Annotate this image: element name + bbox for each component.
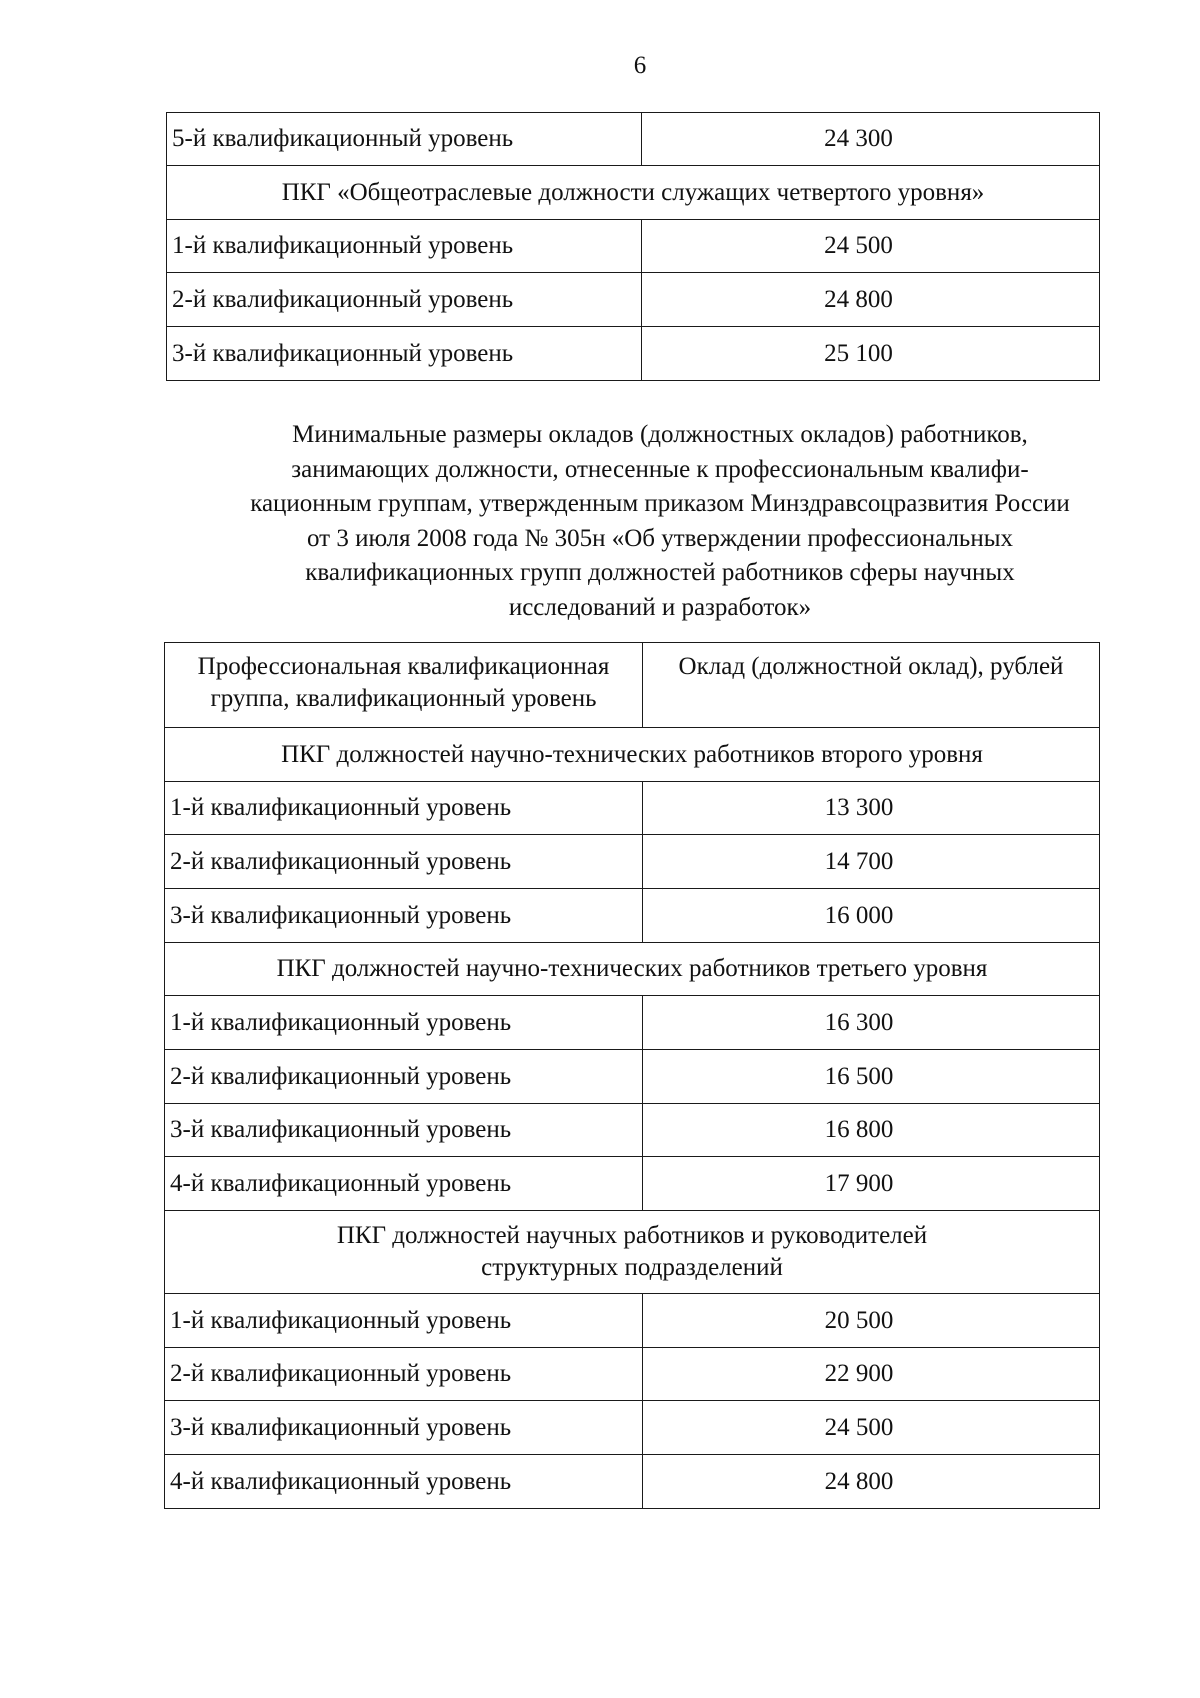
page-number: 6 xyxy=(633,52,647,79)
salary-value: 24 800 xyxy=(643,1455,1100,1509)
heading-line: квалификационных групп должностей работников сферы научных xyxy=(305,559,1015,586)
heading-line: кационным группам, утвержденным приказом Минздравсоцразвития России xyxy=(250,490,1070,517)
salary-value: 16 800 xyxy=(643,1104,1100,1157)
header-qualification-group: Профессиональная квалификационная группа, квалификационный уровень xyxy=(165,643,643,728)
table-row xyxy=(167,113,1100,166)
qualification-level: 1-й квалификационный уровень xyxy=(165,996,643,1050)
group-row xyxy=(167,166,1100,220)
table-row xyxy=(165,996,1100,1050)
salary-value: 16 000 xyxy=(643,889,1100,943)
qualification-level: 2-й квалификационный уровень xyxy=(165,835,643,889)
qualification-level: 5-й квалификационный уровень xyxy=(167,113,642,166)
table-row xyxy=(167,220,1100,273)
group-row xyxy=(165,943,1100,996)
salary-value: 13 300 xyxy=(643,782,1100,835)
section-heading xyxy=(200,418,1120,625)
group-title xyxy=(165,1211,1100,1294)
qualification-level: 1-й квалификационный уровень xyxy=(165,782,643,835)
qualification-level: 2-й квалификационный уровень xyxy=(167,273,642,327)
salary-value: 24 500 xyxy=(643,1401,1100,1455)
table-row xyxy=(165,1348,1100,1401)
qualification-level: 3-й квалификационный уровень xyxy=(165,889,643,943)
heading-line: исследований и разработок» xyxy=(508,593,812,621)
salary-value: 24 500 xyxy=(642,220,1100,273)
qualification-level: 2-й квалификационный уровень xyxy=(165,1348,643,1401)
table-row xyxy=(165,1157,1100,1211)
salary-value: 24 300 xyxy=(642,113,1100,166)
table-row xyxy=(167,327,1100,381)
salary-value: 16 500 xyxy=(643,1050,1100,1104)
qualification-level: 3-й квалификационный уровень xyxy=(165,1104,643,1157)
table-row xyxy=(165,1455,1100,1509)
table-row xyxy=(165,1104,1100,1157)
salary-table-research xyxy=(164,642,1100,1509)
salary-value: 16 300 xyxy=(643,996,1100,1050)
qualification-level: 4-й квалификационный уровень xyxy=(165,1157,643,1211)
group-row xyxy=(165,1211,1100,1294)
group-title: ПКГ «Общеотраслевые должности служащих четвертого уровня» xyxy=(167,166,1100,220)
table-row xyxy=(165,889,1100,943)
table-row xyxy=(167,273,1100,327)
salary-value: 17 900 xyxy=(643,1157,1100,1211)
salary-value: 22 900 xyxy=(643,1348,1100,1401)
table-row xyxy=(165,835,1100,889)
group-title: ПКГ должностей научно-технических работников третьего уровня xyxy=(165,943,1100,996)
group-title: ПКГ должностей научно-технических работников второго уровня xyxy=(165,728,1100,782)
group-title-line: структурных подразделений xyxy=(481,1254,783,1281)
group-row xyxy=(165,728,1100,782)
salary-value: 20 500 xyxy=(643,1294,1100,1348)
qualification-level: 3-й квалификационный уровень xyxy=(165,1401,643,1455)
qualification-level: 3-й квалификационный уровень xyxy=(167,327,642,381)
heading-line: занимающих должности, отнесенные к профессиональным квалифи- xyxy=(291,455,1029,483)
heading-line: Минимальные размеры окладов (должностных окладов) работников, xyxy=(292,421,1028,448)
table-row xyxy=(165,782,1100,835)
heading-line: от 3 июля 2008 года № 305н «Об утверждении профессиональных xyxy=(306,524,1013,552)
header-row xyxy=(165,643,1100,728)
salary-value: 14 700 xyxy=(643,835,1100,889)
salary-table-continued xyxy=(166,112,1100,381)
qualification-level: 4-й квалификационный уровень xyxy=(165,1455,643,1509)
table-row xyxy=(165,1294,1100,1348)
group-title-line: ПКГ должностей научных работников и руководителей xyxy=(336,1222,928,1249)
salary-value: 24 800 xyxy=(642,273,1100,327)
qualification-level: 1-й квалификационный уровень xyxy=(167,220,642,273)
table-row xyxy=(165,1401,1100,1455)
table-row xyxy=(165,1050,1100,1104)
salary-value: 25 100 xyxy=(642,327,1100,381)
qualification-level: 1-й квалификационный уровень xyxy=(165,1294,643,1348)
header-salary: Оклад (должностной оклад), рублей xyxy=(643,643,1100,728)
qualification-level: 2-й квалификационный уровень xyxy=(165,1050,643,1104)
